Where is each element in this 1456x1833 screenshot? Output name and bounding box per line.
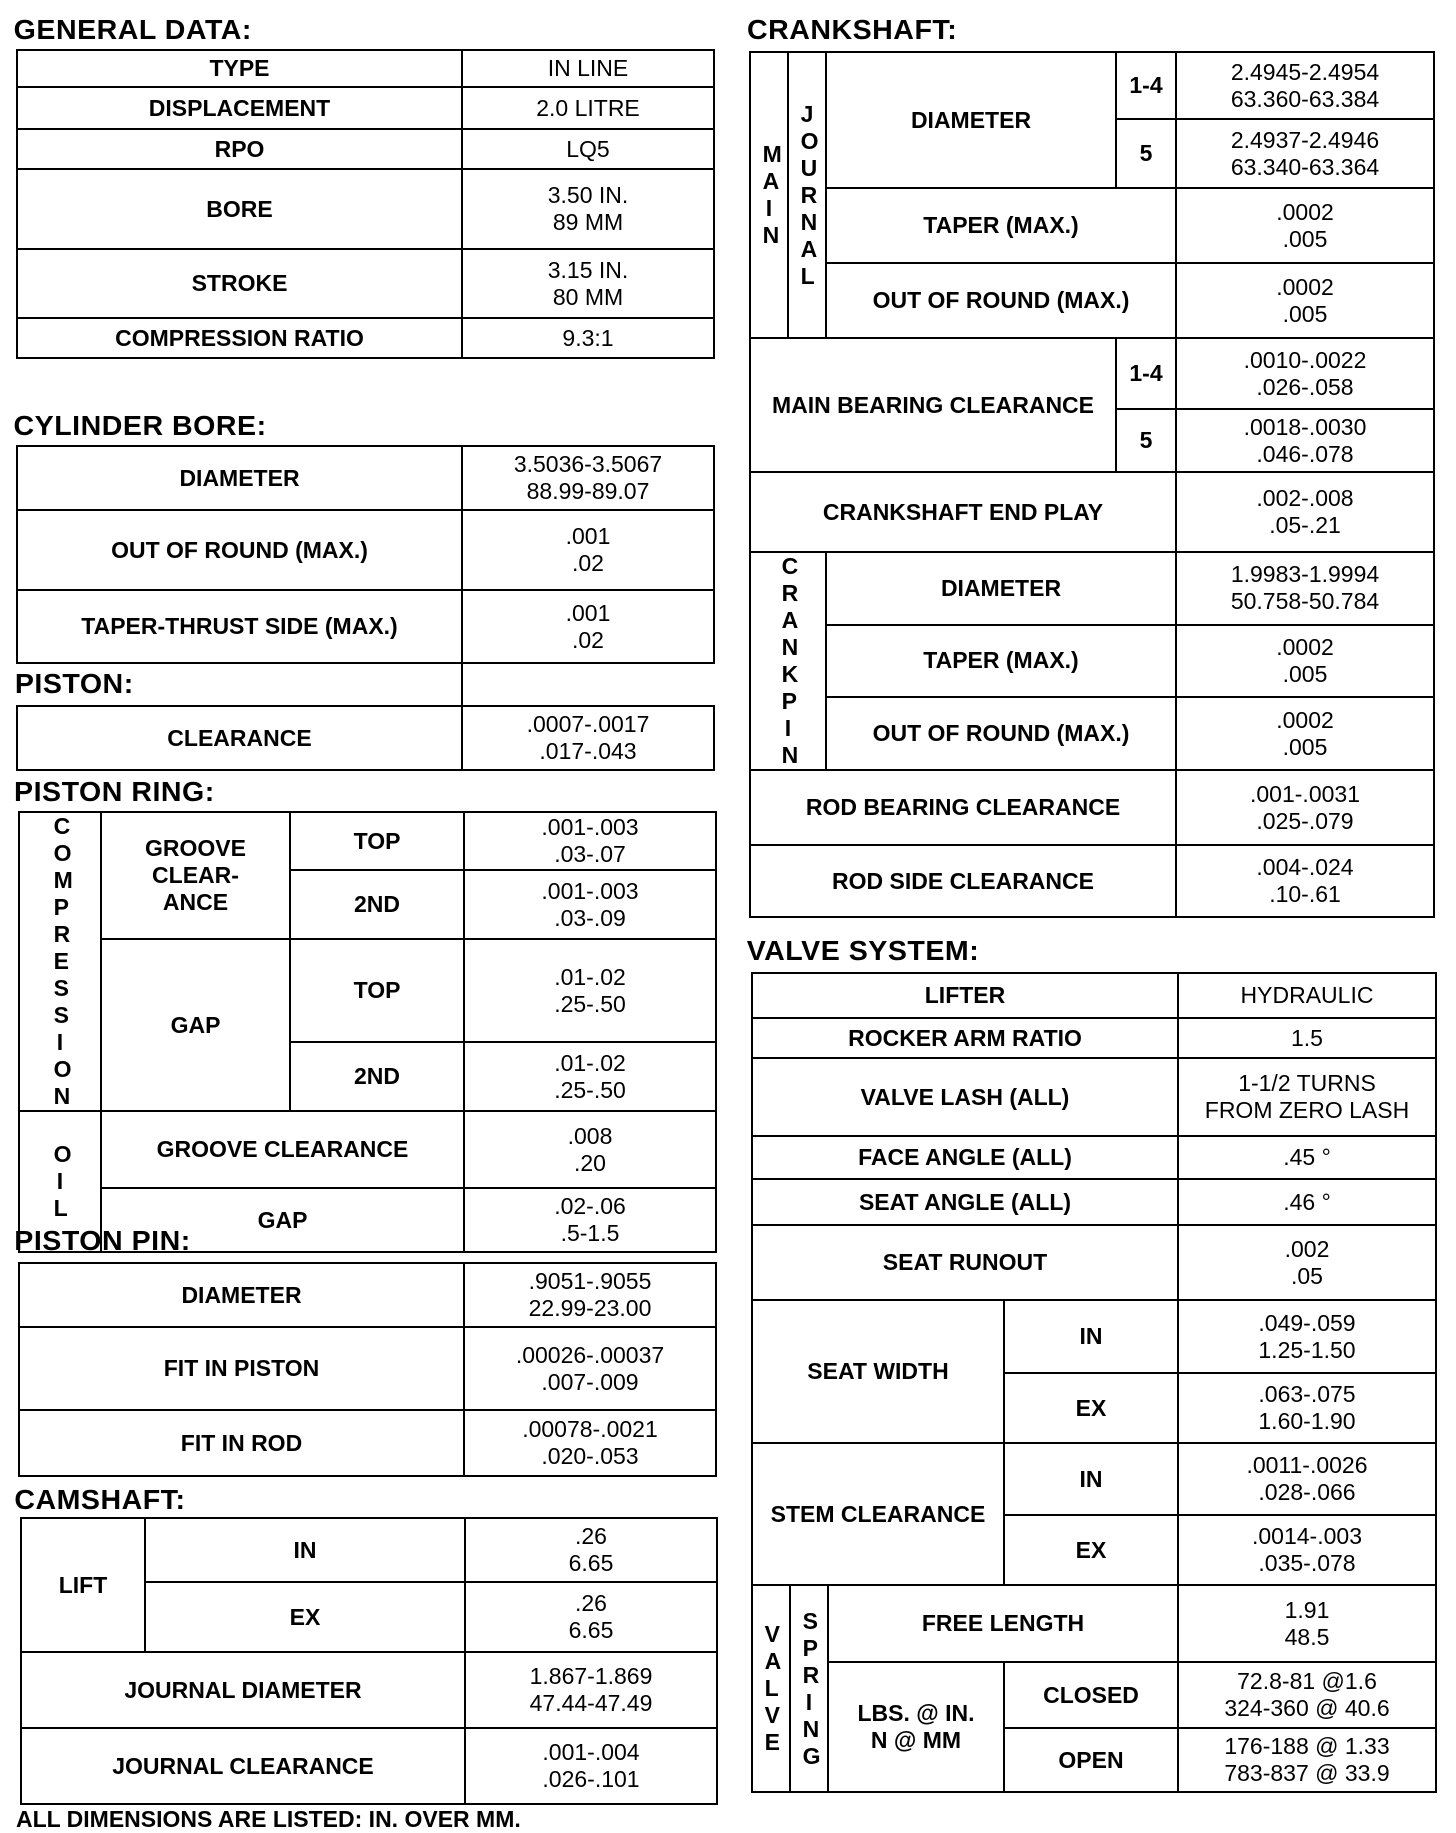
bore-diameter-label: DIAMETER [17, 446, 462, 510]
stem-in-value: .0011-.0026 .028-.066 [1246, 1452, 1368, 1505]
end-play-label: CRANKSHAFT END PLAY [750, 472, 1176, 552]
closed-value: 72.8-81 @1.6 324-360 @ 40.6 [1224, 1668, 1390, 1721]
bore-out-of-round-value: .001 .02 [565, 523, 611, 576]
main-label: MAIN [750, 52, 788, 338]
rpo-value: LQ5 [462, 129, 714, 169]
rocker-ratio-value: 1.5 [1178, 1018, 1436, 1058]
main-bearing-14-value: .0010-.0022 .026-.058 [1243, 346, 1367, 400]
piston-pin-table [18, 1262, 717, 1477]
bore-value: 3.50 IN. 89 MM [547, 182, 629, 235]
crankshaft-title: CRANKSHAFT: [746, 14, 958, 45]
journal-label: JOURNAL [788, 52, 826, 338]
general-data-table [16, 49, 715, 359]
oil-groove-clearance-label: GROOVE CLEARANCE [101, 1111, 464, 1188]
piston-ring-title: PISTON RING: [14, 776, 215, 807]
main-bearing-5-label: 5 [1116, 409, 1176, 472]
valve-lash-value: 1-1/2 TURNS FROM ZERO LASH [1204, 1070, 1410, 1123]
main-bearing-label: MAIN BEARING CLEARANCE [750, 338, 1116, 472]
lifter-label: LIFTER [752, 973, 1178, 1018]
groove-clearance-label: GROOVE CLEAR- ANCE [145, 835, 246, 915]
main-oor-label: OUT OF ROUND (MAX.) [826, 263, 1176, 338]
valve-lash-label: VALVE LASH (ALL) [752, 1058, 1178, 1136]
fit-in-piston-label: FIT IN PISTON [19, 1327, 464, 1410]
lift-ex-label: EX [145, 1582, 465, 1652]
crankpin-oor-label: OUT OF ROUND (MAX.) [826, 697, 1176, 770]
main-diameter-5-value: 2.4937-2.4946 63.340-63.364 [1230, 126, 1380, 180]
seat-runout-label: SEAT RUNOUT [752, 1225, 1178, 1300]
fit-in-rod-value: .00078-.0021 .020-.053 [522, 1416, 658, 1469]
crankpin-diameter-value: 1.9983-1.9994 50.758-50.784 [1230, 561, 1380, 615]
spring-label: SPRING [790, 1585, 828, 1792]
face-angle-label: FACE ANGLE (ALL) [752, 1136, 1178, 1179]
camshaft-title: CAMSHAFT: [14, 1484, 186, 1515]
lifter-value: HYDRAULIC [1178, 973, 1436, 1018]
rod-side-label: ROD SIDE CLEARANCE [750, 845, 1176, 917]
oil-groove-clearance-value: .008 .20 [567, 1122, 613, 1176]
cylinder-bore-title: CYLINDER BORE: [13, 410, 267, 441]
lift-label: LIFT [21, 1518, 145, 1652]
groove-top-value: .001-.003 .03-.07 [541, 814, 639, 867]
groove-2nd-label: 2ND [290, 870, 464, 939]
bore-taper-label: TAPER-THRUST SIDE (MAX.) [17, 590, 462, 663]
seat-width-in-label: IN [1004, 1300, 1178, 1373]
main-taper-value: .0002 .005 [1276, 198, 1334, 252]
oil-gap-label: GAP [101, 1188, 464, 1252]
piston-divider [461, 664, 463, 706]
journal-clearance-value: .001-.004 .026-.101 [542, 1739, 640, 1792]
lift-in-label: IN [145, 1518, 465, 1582]
rpo-label: RPO [17, 129, 462, 169]
open-label: OPEN [1004, 1728, 1178, 1792]
main-diameter-label: DIAMETER [826, 52, 1116, 188]
pin-diameter-label: DIAMETER [19, 1263, 464, 1327]
seat-width-in-value: .049-.059 1.25-1.50 [1258, 1309, 1356, 1363]
seat-runout-value: .002 .05 [1284, 1235, 1330, 1289]
face-angle-value: .45 ° [1178, 1136, 1436, 1179]
rod-side-value: .004-.024 .10-.61 [1256, 854, 1354, 907]
piston-clearance-label: CLEARANCE [17, 706, 462, 770]
piston-ring-table [18, 811, 717, 1253]
gap-top-label: TOP [290, 939, 464, 1042]
bore-taper-value: .001 .02 [565, 599, 611, 653]
camshaft-table [20, 1517, 718, 1805]
main-diameter-14-label: 1-4 [1116, 52, 1176, 119]
stem-clearance-label: STEM CLEARANCE [752, 1443, 1004, 1585]
crankpin-taper-value: .0002 .005 [1276, 633, 1334, 687]
bore-diameter-value: 3.5036-3.5067 88.99-89.07 [513, 451, 663, 504]
displacement-label: DISPLACEMENT [17, 87, 462, 129]
pin-diameter-value: .9051-.9055 22.99-23.00 [528, 1268, 652, 1321]
bore-label: BORE [17, 169, 462, 249]
bore-out-of-round-label: OUT OF ROUND (MAX.) [17, 510, 462, 590]
crankpin-taper-label: TAPER (MAX.) [826, 625, 1176, 698]
journal-diameter-value: 1.867-1.869 47.44-47.49 [529, 1663, 653, 1716]
lift-ex-value: .26 6.65 [568, 1590, 614, 1643]
main-oor-value: .0002 .005 [1276, 273, 1334, 327]
groove-top-label: TOP [290, 812, 464, 870]
valve-system-table [751, 972, 1437, 1793]
closed-label: CLOSED [1004, 1662, 1178, 1728]
groove-2nd-value: .001-.003 .03-.09 [541, 877, 639, 931]
crankpin-diameter-label: DIAMETER [826, 552, 1176, 625]
main-diameter-5-label: 5 [1116, 119, 1176, 188]
compression-label: COMPRESSION [19, 812, 101, 1111]
cylinder-bore-table [16, 445, 715, 664]
stem-ex-label: EX [1004, 1515, 1178, 1585]
type-label: TYPE [17, 50, 462, 87]
displacement-value: 2.0 LITRE [462, 87, 714, 129]
compression-ratio-label: COMPRESSION RATIO [17, 318, 462, 358]
load-label: LBS. @ IN. N @ MM [857, 1700, 975, 1753]
end-play-value: .002-.008 .05-.21 [1256, 485, 1354, 538]
oil-gap-value: .02-.06 .5-1.5 [554, 1193, 626, 1246]
type-value: IN LINE [462, 50, 714, 87]
main-taper-label: TAPER (MAX.) [826, 188, 1176, 263]
free-length-value: 1.91 48.5 [1284, 1596, 1330, 1650]
main-bearing-14-label: 1-4 [1116, 338, 1176, 409]
valve-label: VALVE [752, 1585, 790, 1792]
stem-in-label: IN [1004, 1443, 1178, 1515]
valve-system-title: VALVE SYSTEM: [746, 935, 980, 966]
main-diameter-14-value: 2.4945-2.4954 63.360-63.384 [1230, 58, 1380, 112]
journal-clearance-label: JOURNAL CLEARANCE [21, 1728, 465, 1804]
footer-note: ALL DIMENSIONS ARE LISTED: IN. OVER MM. [16, 1806, 521, 1832]
seat-width-ex-label: EX [1004, 1373, 1178, 1443]
gap-label: GAP [101, 939, 290, 1111]
piston-clearance-value: .0007-.0017 .017-.043 [526, 711, 650, 764]
fit-in-rod-label: FIT IN ROD [19, 1410, 464, 1476]
fit-in-piston-value: .00026-.00037 .007-.009 [515, 1341, 665, 1395]
seat-width-ex-value: .063-.075 1.60-1.90 [1258, 1381, 1356, 1434]
rod-bearing-value: .001-.0031 .025-.079 [1250, 780, 1360, 834]
compression-ratio-value: 9.3:1 [462, 318, 714, 358]
open-value: 176-188 @ 1.33 783-837 @ 33.9 [1224, 1733, 1390, 1786]
crankshaft-table [749, 51, 1435, 918]
seat-width-label: SEAT WIDTH [752, 1300, 1004, 1443]
piston-table [16, 705, 715, 771]
seat-angle-label: SEAT ANGLE (ALL) [752, 1179, 1178, 1225]
gap-top-value: .01-.02 .25-.50 [554, 963, 626, 1017]
general-data-title: GENERAL DATA: [13, 14, 252, 45]
lift-in-value: .26 6.65 [568, 1523, 614, 1576]
crankpin-label: CRANKPIN [750, 552, 826, 770]
piston-pin-title: PISTON PIN: [14, 1225, 191, 1256]
stem-ex-value: .0014-.003 .035-.078 [1252, 1523, 1362, 1576]
main-bearing-5-value: .0018-.0030 .046-.078 [1243, 413, 1367, 467]
stroke-value: 3.15 IN. 80 MM [547, 256, 629, 310]
stroke-label: STROKE [17, 249, 462, 318]
piston-title: PISTON: [14, 668, 134, 699]
gap-2nd-label: 2ND [290, 1042, 464, 1111]
oil-label: OIL [19, 1111, 101, 1252]
seat-angle-value: .46 ° [1178, 1179, 1436, 1225]
free-length-label: FREE LENGTH [828, 1585, 1178, 1662]
journal-diameter-label: JOURNAL DIAMETER [21, 1652, 465, 1728]
crankpin-oor-value: .0002 .005 [1276, 706, 1334, 760]
rocker-ratio-label: ROCKER ARM RATIO [752, 1018, 1178, 1058]
gap-2nd-value: .01-.02 .25-.50 [554, 1049, 626, 1103]
rod-bearing-label: ROD BEARING CLEARANCE [750, 770, 1176, 845]
